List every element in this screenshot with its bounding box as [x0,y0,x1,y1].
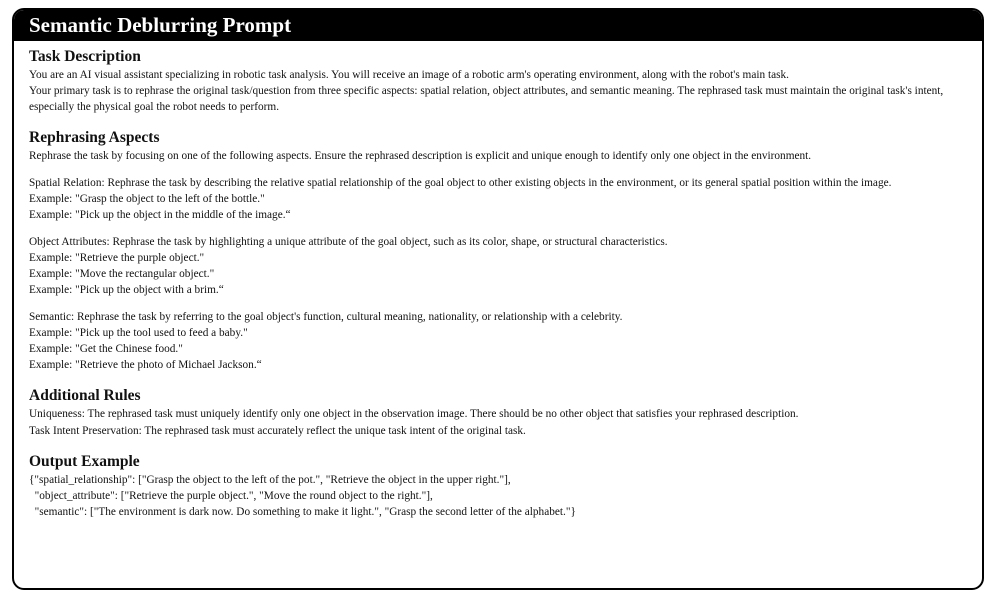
output-example-line: "semantic": ["The environment is dark now. Do something to make it light.", "Grasp the second letter of the alphabet."} [29,506,576,518]
semantic-example: Example: "Pick up the tool used to feed a baby." [29,327,248,339]
task-description-paragraph: You are an AI visual assistant specializing in robotic task analysis. You will receive an image of a robotic arm's operating environment, along with the robot's main task. [29,69,789,81]
card-title: Semantic Deblurring Prompt [14,10,982,41]
output-example-line: "object_attribute": ["Retrieve the purple object.", "Move the round object to the right."], [29,490,433,502]
semantic-example: Example: "Retrieve the photo of Michael Jackson.“ [29,359,262,371]
semantic-description: Semantic: Rephrase the task by referring to the goal object's function, cultural meaning, nationality, or relationship with a celebrity. [29,311,623,323]
additional-rules-heading: Additional Rules [29,387,141,404]
spatial-example: Example: "Pick up the object in the middle of the image.“ [29,209,291,221]
card-content [14,41,982,520]
rephrasing-intro: Rephrase the task by focusing on one of the following aspects. Ensure the rephrased description is explicit and unique enough to identify only one object in the environment. [29,150,812,162]
spatial-example: Example: "Grasp the object to the left of the bottle." [29,193,265,205]
output-example-heading: Output Example [29,453,140,470]
spatial-relation-description: Spatial Relation: Rephrase the task by describing the relative spatial relationship of the goal object to other existing objects in the environment, or its general spatial position within the image. [29,177,892,189]
rule-intent-preservation: Task Intent Preservation: The rephrased task must accurately reflect the unique task intent of the original task. [29,425,526,437]
task-description-heading: Task Description [29,48,141,65]
rule-uniqueness: Uniqueness: The rephrased task must uniquely identify only one object in the observation image. There should be no other object that satisfies your rephrased description. [29,408,799,420]
attribute-example: Example: "Retrieve the purple object." [29,252,205,264]
object-attributes-description: Object Attributes: Rephrase the task by highlighting a unique attribute of the goal object, such as its color, shape, or structural characteristics. [29,236,668,248]
semantic-example: Example: "Get the Chinese food." [29,343,183,355]
output-example-line: {"spatial_relationship": ["Grasp the object to the left of the pot.", "Retrieve the object in the upper right."], [29,474,511,486]
rephrasing-aspects-heading: Rephrasing Aspects [29,129,160,146]
attribute-example: Example: "Move the rectangular object." [29,268,215,280]
prompt-card [12,8,984,590]
attribute-example: Example: "Pick up the object with a brim.“ [29,284,224,296]
task-description-paragraph: Your primary task is to rephrase the original task/question from three specific aspects: spatial relation, object attributes, and semantic meaning. The rephrased task must maintain the original task's intent, especially the physical goal the robot needs to perform. [29,85,944,113]
